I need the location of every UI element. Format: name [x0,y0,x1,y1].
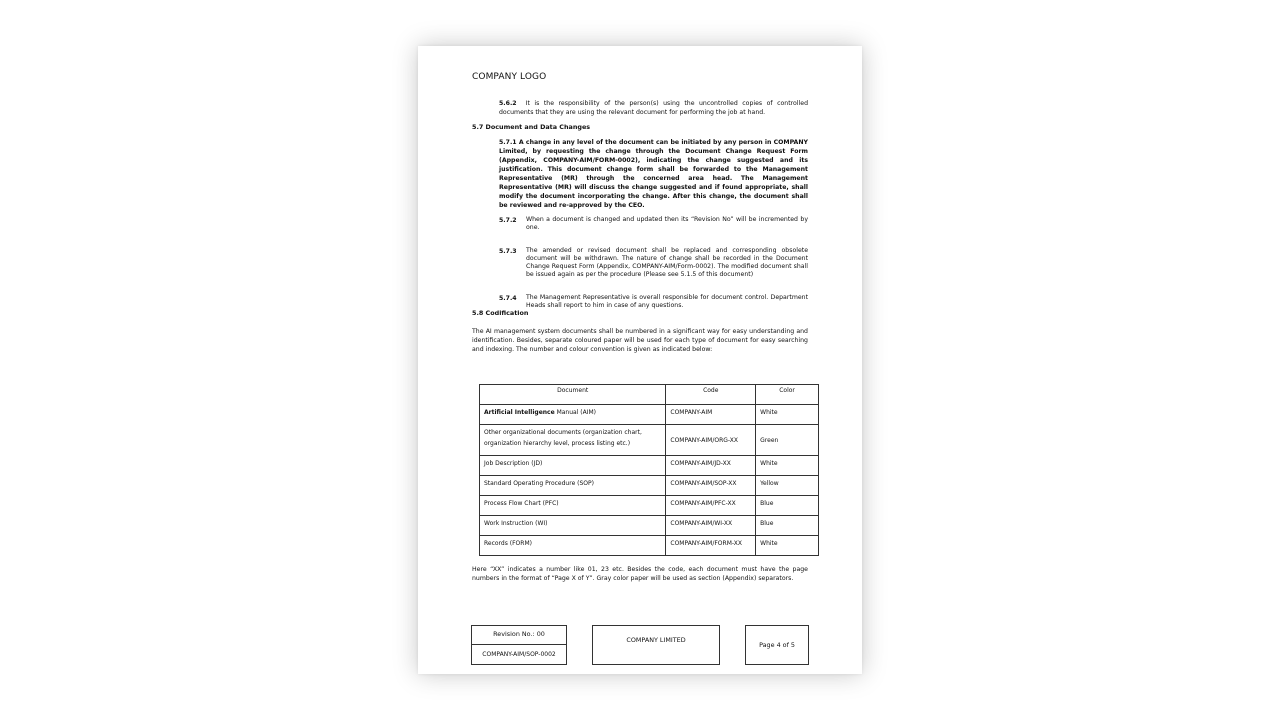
clause-text: A change in any level of the document can be initiated by any person in COMPANY Limited, by requesting the change through the Document Change Request Form (Appendix, COMPANY-AIM/FORM-0002), indicating the change suggested and its justification. This document change form shall be forwarded to the Management Representative (MR) through the concerned area head. The Management Representative (MR) will discuss the change suggested and if found appropriate, shall modify the document incorporating the change. After this change, the document shall be reviewed and re-approved by the CEO. [499,139,809,209]
clause-text: It is the responsibility of the person(s) using the uncontrolled copies of controlled documents that they are using the relevant document for performing the job at hand. [499,100,809,116]
color-cell: White [756,456,819,476]
column-header-document: Document [480,385,666,405]
clause-5-7-1 [499,138,808,210]
table-row [480,456,819,476]
section-heading-5-8: 5.8 Codification [472,309,529,317]
document-cell: Other organizational documents (organization chart, organization hierarchy level, process listing etc.) [480,425,666,456]
footer-page-number: Page 4 of 5 [745,625,809,665]
clause-text: The amended or revised document shall be replaced and corresponding obsolete document will be withdrawn. The nature of change shall be recorded in the Document Change Request Form (Appendix, COMPANY-AIM/Form-0002). The modified document shall be issued again as per the procedure (Please see 5.1.5 of this document) [526,247,808,278]
code-cell: COMPANY-AIM [666,405,756,425]
table-row [480,405,819,425]
color-cell: Yellow [756,476,819,496]
table-row [480,516,819,536]
footer-company-name: COMPANY LIMITED [592,625,720,665]
codification-paragraph: The AI management system documents shall be numbered in a significant way for easy understanding and identification. Besides, separate coloured paper will be used for each type of document for easy searching and indexing. The number and colour convention is given as indicated below: [472,328,808,353]
color-cell: White [756,405,819,425]
table-header-row [480,385,819,405]
document-cell: Job Description (JD) [480,456,666,476]
document-page [418,46,862,674]
color-cell: Green [756,425,819,456]
clause-number: 5.7.1 [499,139,517,146]
clause-5-6-2 [499,99,808,117]
table-row [480,476,819,496]
code-cell: COMPANY-AIM/WI-XX [666,516,756,536]
document-code: COMPANY-AIM/SOP-0002 [482,651,556,658]
code-cell: COMPANY-AIM/ORG-XX [666,425,756,456]
column-header-code: Code [666,385,756,405]
closing-paragraph: Here “XX” indicates a number like 01, 23 etc. Besides the code, each document must have the page numbers in the format of “Page X of Y”. Gray color paper will be used as section (Appendix) separators. [472,566,808,582]
color-cell: White [756,536,819,556]
color-cell: Blue [756,516,819,536]
clause-5-7-2 [499,216,808,236]
clause-text: The Management Representative is overall responsible for document control. Department Heads shall report to him in case of any questions. [526,294,808,309]
clause-text: When a document is changed and updated then its “Revision No” will be incremented by one. [526,216,808,231]
document-cell: Records (FORM) [480,536,666,556]
color-cell: Blue [756,496,819,516]
document-name-bold: Artificial Intelligence [484,409,555,416]
clause-number: 5.7.4 [499,295,517,302]
section-heading-5-7: 5.7 Document and Data Changes [472,123,591,131]
table-row [480,536,819,556]
code-cell: COMPANY-AIM/SOP-XX [666,476,756,496]
code-cell: COMPANY-AIM/FORM-XX [666,536,756,556]
table-row [480,425,819,456]
document-cell: Standard Operating Procedure (SOP) [480,476,666,496]
codification-table [479,384,819,556]
clause-5-7-4 [499,294,808,310]
document-cell: Work Instruction (WI) [480,516,666,536]
footer-revision-box [471,625,567,665]
column-header-color: Color [756,385,819,405]
document-cell [480,405,666,425]
document-name: Manual (AIM) [554,409,597,416]
company-logo: COMPANY LOGO [472,72,547,82]
table-row [480,496,819,516]
clause-5-7-3 [499,247,808,287]
clause-number: 5.7.2 [499,217,517,224]
clause-number: 5.6.2 [499,100,517,107]
document-cell: Process Flow Chart (PFC) [480,496,666,516]
revision-number: Revision No.: 00 [472,626,566,645]
code-cell: COMPANY-AIM/JD-XX [666,456,756,476]
clause-number: 5.7.3 [499,248,517,255]
code-cell: COMPANY-AIM/PFC-XX [666,496,756,516]
